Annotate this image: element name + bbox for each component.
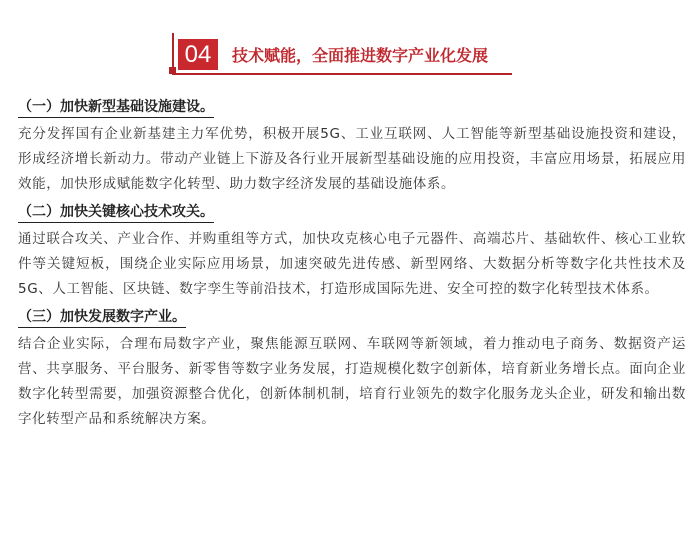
section-block [18, 201, 686, 302]
badge-corner-dot [169, 67, 176, 74]
section-title: 技术赋能，全面推进数字产业化发展 [232, 46, 489, 65]
section-header [172, 33, 512, 79]
sub-heading: （三）加快发展数字产业。 [18, 308, 186, 328]
article-body [18, 96, 686, 436]
header-underline [218, 73, 512, 75]
section-block [18, 96, 686, 197]
paragraph: 通过联合攻关、产业合作、并购重组等方式，加快攻克核心电子元器件、高端芯片、基础软件、核心工业软件等关键短板，围绕企业实际应用场景，加速突破先进传感、新型网络、大数据分析等数字化共性技术及5G、人工智能、区块链、数字孪生等前沿技术，打造形成国际先进、安全可控的数字化转型技术体系。 [18, 231, 686, 297]
sub-heading: （二）加快关键核心技术攻关。 [18, 203, 214, 223]
section-number-badge: 04 [178, 39, 218, 70]
paragraph: 充分发挥国有企业新基建主力军优势，积极开展5G、工业互联网、人工智能等新型基础设施投资和建设，形成经济增长新动力。带动产业链上下游及各行业开展新型基础设施的应用投资，丰富应用场景，拓展应用效能，加快形成赋能数字化转型、助力数字经济发展的基础设施体系。 [18, 126, 686, 192]
sub-heading: （一）加快新型基础设施建设。 [18, 98, 214, 118]
paragraph: 结合企业实际，合理布局数字产业，聚焦能源互联网、车联网等新领域，着力推动电子商务、数据资产运营、共享服务、平台服务、新零售等数字业务发展，打造规模化数字创新体，培育新业务增长点。面向企业数字化转型需要，加强资源整合优化，创新体制机制，培育行业领先的数字化服务龙头企业，研发和输出数字化转型产品和系统解决方案。 [18, 336, 686, 427]
section-block [18, 306, 686, 432]
